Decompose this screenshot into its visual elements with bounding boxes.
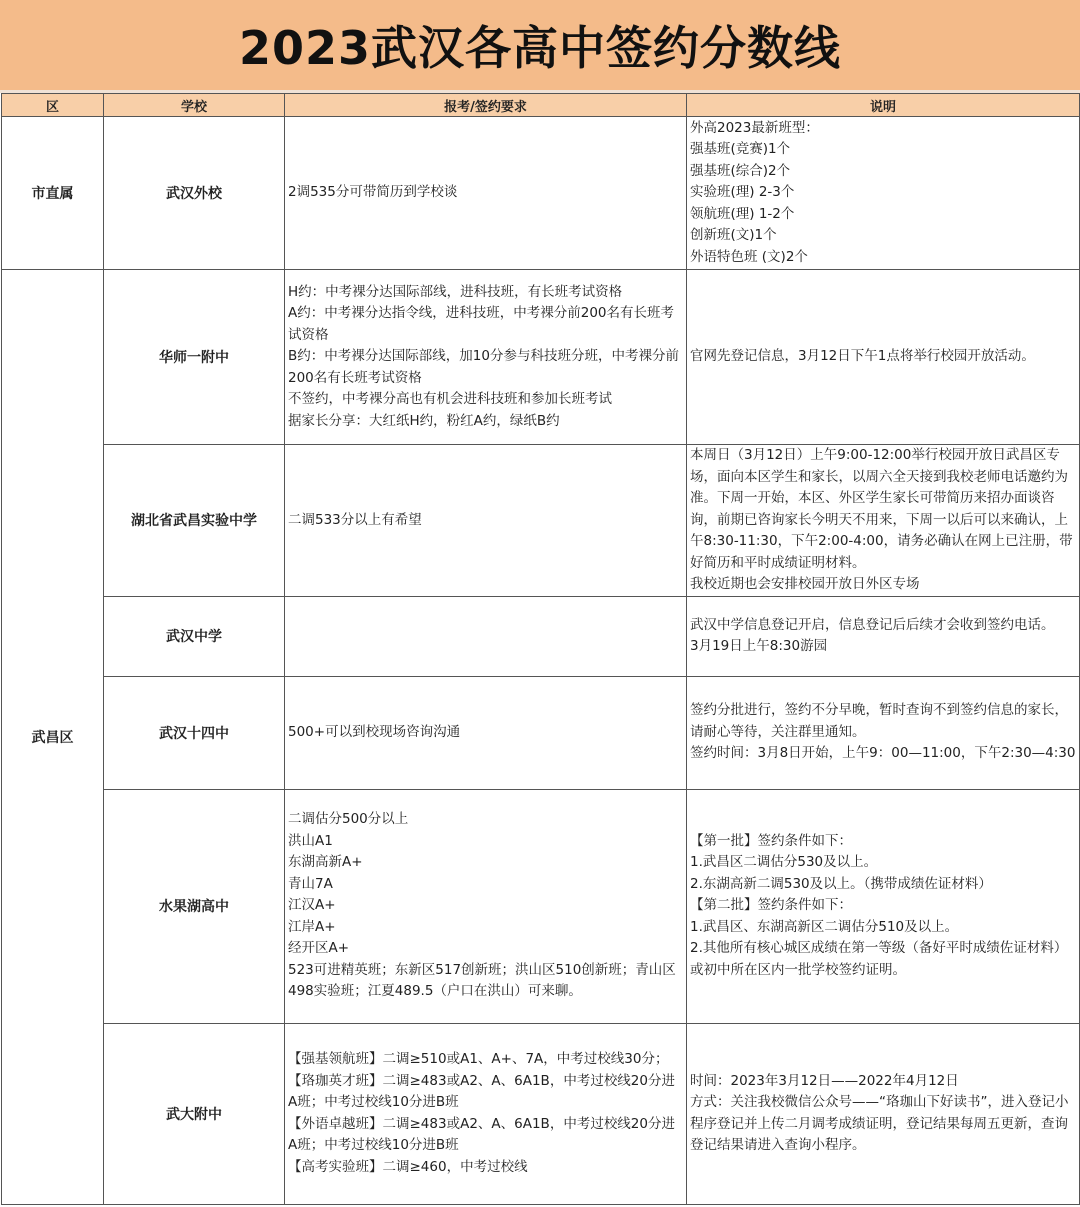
requirement-line: 【高考实验班】二调≥460，中考过校线 xyxy=(288,1158,528,1175)
table-row xyxy=(2,596,1080,676)
table-row xyxy=(2,789,1080,1023)
school-cell: 武大附中 xyxy=(104,1023,285,1204)
note-line: 外语特色班 (文)2个 xyxy=(690,248,808,265)
note-line: 官网先登记信息，3月12日下午1点将举行校园开放活动。 xyxy=(690,348,1035,365)
note-line: 方式：关注我校微信公众号——“珞珈山下好读书”，进入登记小程序登记并上传二月调考成绩证明，登记结果每周五更新，查询登记结果请进入查询小程序。 xyxy=(690,1094,1069,1153)
note-line: 实验班(理) 2-3个 xyxy=(690,184,795,201)
school-cell: 水果湖高中 xyxy=(104,789,285,1023)
school-cell: 华师一附中 xyxy=(104,270,285,445)
requirement-cell xyxy=(285,445,687,597)
note-cell xyxy=(687,117,1080,270)
note-cell xyxy=(687,445,1080,597)
note-line: 我校近期也会安排校园开放日外区专场 xyxy=(690,576,920,592)
note-line: 2.其他所有核心城区成绩在第一等级（备好平时成绩佐证材料）或初中所在区内一批学校签约证明。 xyxy=(690,940,1068,978)
header-requirement: 报考/签约要求 xyxy=(285,94,687,117)
note-line: 创新班(文)1个 xyxy=(690,227,777,244)
note-line: 3月19日上午8:30游园 xyxy=(690,638,828,654)
note-line: 1.武昌区、东湖高新区二调估分510及以上。 xyxy=(690,918,959,935)
table-row xyxy=(2,1023,1080,1204)
note-line: 1.武昌区二调估分530及以上。 xyxy=(690,854,878,871)
requirement-cell xyxy=(285,596,687,676)
requirement-cell xyxy=(285,789,687,1023)
note-line: 2.东湖高新二调530及以上。（携带成绩佐证材料） xyxy=(690,875,992,892)
page-title: 2023武汉各高中签约分数线 xyxy=(238,21,842,75)
requirement-line: H约：中考裸分达国际部线，进科技班，有长班考试资格 xyxy=(288,283,623,300)
requirement-line: 不签约，中考裸分高也有机会进科技班和参加长班考试 xyxy=(288,391,612,408)
school-cell: 湖北省武昌实验中学 xyxy=(104,445,285,597)
header-note: 说明 xyxy=(687,94,1080,117)
requirement-line: 据家长分享：大红纸H约，粉红A约，绿纸B约 xyxy=(288,412,560,429)
header-row xyxy=(2,94,1080,117)
header-school: 学校 xyxy=(104,94,285,117)
requirement-line: 二调估分500分以上 xyxy=(288,811,409,828)
note-line: 本周日（3月12日）上午9:00-12:00举行校园开放日武昌区专场，面向本区学生和家长，以周六全天接到我校老师电话邀约为准。下周一开始，本区、外区学生家长可带简历来招办面谈咨询，前期已咨询家长今明天不用来，下周一以后可以来确认，上午8:30-11:30，下午2:00-4:00，请务必确认在网上已注册，带好简历和平时成绩证明材料。 xyxy=(690,447,1073,571)
requirement-line: 东湖高新A+ xyxy=(288,854,363,871)
requirement-line: 江岸A+ xyxy=(288,918,336,935)
requirement-cell xyxy=(285,270,687,445)
table-row xyxy=(2,445,1080,597)
requirement-line: B约：中考裸分达国际部线，加10分参与科技班分班，中考裸分前200名有长班考试资格 xyxy=(288,348,679,386)
requirement-line: 洪山A1 xyxy=(288,832,333,849)
note-cell xyxy=(687,270,1080,445)
table-body xyxy=(2,117,1080,1205)
title-banner xyxy=(0,0,1080,90)
requirement-line: A约：中考裸分达指令线，进科技班，中考裸分前200名有长班考试资格 xyxy=(288,305,675,343)
header-region: 区 xyxy=(2,94,104,117)
note-line: 时间：2023年3月12日——2022年4月12日 xyxy=(690,1072,959,1089)
requirement-cell xyxy=(285,1023,687,1204)
note-line: 签约时间：3月8日开始，上午9：00—11:00，下午2:30—4:30 xyxy=(690,745,1076,762)
note-cell xyxy=(687,596,1080,676)
note-line: 【第一批】签约条件如下： xyxy=(690,832,852,849)
requirement-line: 523可进精英班；东新区517创新班；洪山区510创新班；青山区498实验班；江夏489.5（户口在洪山）可来聊。 xyxy=(288,961,676,1000)
note-line: 【第二批】签约条件如下： xyxy=(690,897,852,914)
school-cell: 武汉中学 xyxy=(104,596,285,676)
requirement-line: 【珞珈英才班】二调≥483或A2、A、6A1B，中考过校线20分进A班；中考过校线10分进B班 xyxy=(288,1072,675,1110)
note-line: 强基班(综合)2个 xyxy=(690,162,791,179)
requirement-line: 江汉A+ xyxy=(288,897,336,914)
requirement-line: 【外语卓越班】二调≥483或A2、A、6A1B，中考过校线20分进A班；中考过校线10分进B班 xyxy=(288,1115,675,1153)
note-cell xyxy=(687,676,1080,789)
requirement-line: 青山7A xyxy=(288,875,333,892)
note-line: 签约分批进行，签约不分早晚，暂时查询不到签约信息的家长，请耐心等待，关注群里通知。 xyxy=(690,702,1068,740)
table-row xyxy=(2,117,1080,270)
school-cell: 武汉十四中 xyxy=(104,676,285,789)
note-line: 武汉中学信息登记开启，信息登记后后续才会收到签约电话。 xyxy=(690,616,1055,633)
requirement-line: 2调535分可带简历到学校谈 xyxy=(288,184,458,201)
requirement-line: 【强基领航班】二调≥510或A1、A+、7A，中考过校线30分； xyxy=(288,1051,669,1067)
note-cell xyxy=(687,1023,1080,1204)
note-line: 强基班(竞赛)1个 xyxy=(690,141,791,158)
requirement-line: 经开区A+ xyxy=(288,940,350,957)
requirement-cell xyxy=(285,117,687,270)
school-cell: 武汉外校 xyxy=(104,117,285,270)
note-line: 领航班(理) 1-2个 xyxy=(690,205,795,222)
region-cell: 武昌区 xyxy=(2,270,104,1205)
requirement-line: 二调533分以上有希望 xyxy=(288,511,422,528)
score-table xyxy=(1,93,1080,1205)
note-line: 外高2023最新班型： xyxy=(690,119,819,136)
requirement-line: 500+可以到校现场咨询沟通 xyxy=(288,723,461,740)
table-row xyxy=(2,270,1080,445)
requirement-cell xyxy=(285,676,687,789)
note-cell xyxy=(687,789,1080,1023)
table-row xyxy=(2,676,1080,789)
region-cell: 市直属 xyxy=(2,117,104,270)
